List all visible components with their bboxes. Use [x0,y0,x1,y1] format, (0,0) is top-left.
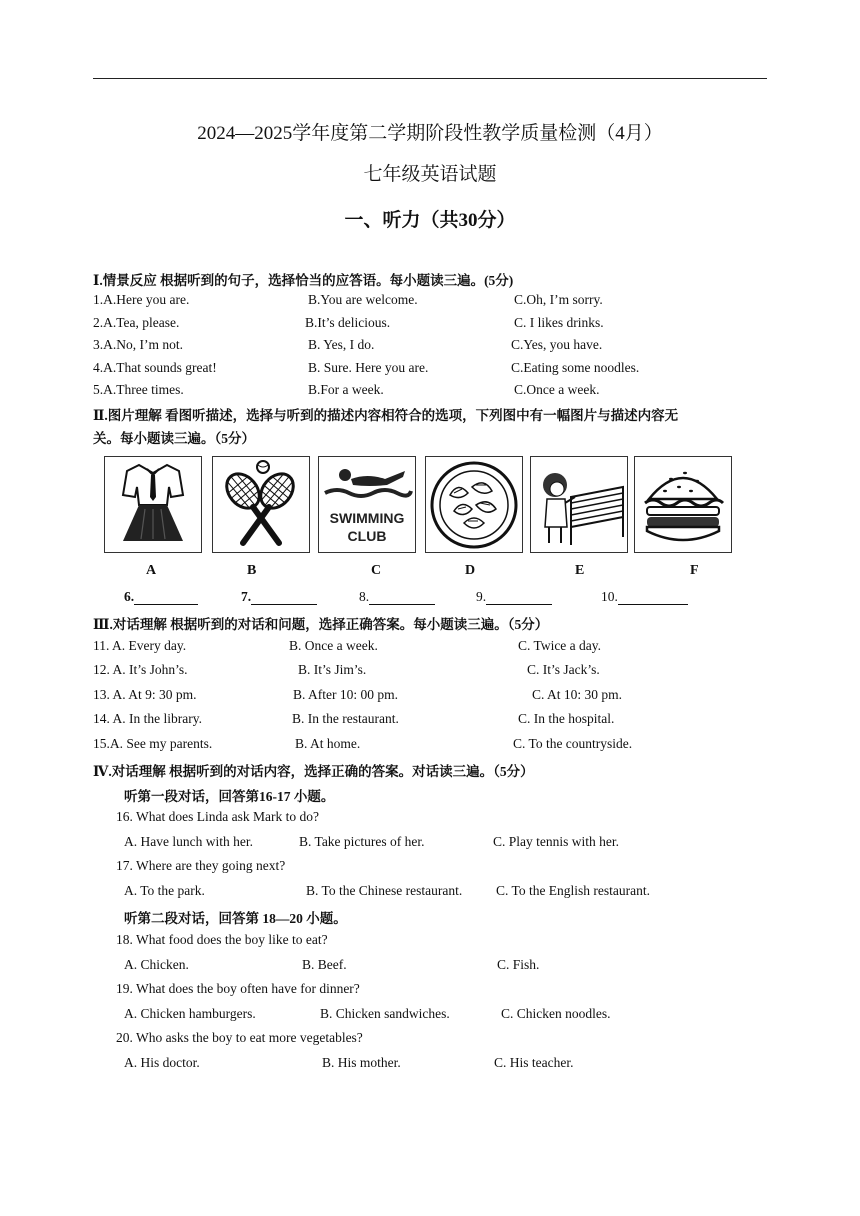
option-c: C. Twice a day. [518,638,602,653]
option-b: B. In the restaurant. [292,711,399,726]
option-b: B.It’s delicious. [305,315,391,330]
option-c: C. Chicken noodles. [501,1006,611,1021]
dress-uniform-icon [105,457,201,552]
picture-letter: D [465,563,476,578]
option-b: B. After 10: 00 pm. [293,687,398,702]
picture-a [104,456,202,553]
picture-letter: E [575,563,585,578]
option-a: A. Have lunch with her. [124,834,253,849]
option-c: C. In the hospital. [518,711,615,726]
option-a: 14. A. In the library. [93,711,202,726]
answer-blank[interactable] [601,589,688,605]
blank-number: 10. [601,589,618,604]
header-rule [93,78,767,79]
question-17: 17. Where are they going next? [116,858,286,873]
option-a: A. His doctor. [124,1055,200,1070]
option-c: C. I likes drinks. [514,315,604,330]
question-16: 16. What does Linda ask Mark to do? [116,809,319,824]
picture-letter: C [371,563,382,578]
answer-blank[interactable] [124,589,198,605]
option-a: A. Chicken hamburgers. [124,1006,256,1021]
option-a: 13. A. At 9: 30 pm. [93,687,197,702]
option-c: C. It’s Jack’s. [527,662,600,677]
picture-c [318,456,416,553]
option-a: 4.A.That sounds great! [93,360,217,375]
option-b: B. Take pictures of her. [299,834,425,849]
section-title: 一、听力（共30分） [344,210,516,231]
dumplings-icon [426,457,522,552]
part2-heading-line1: Ⅱ.图片理解 看图听描述，选择与听到的描述内容相符合的选项，下列图中有一幅图片与描述内容无 [93,408,679,423]
question-20: 20. Who asks the boy to eat more vegetables? [116,1030,363,1045]
swimming-caption-line1: SWIMMING [329,510,405,526]
answer-blank[interactable] [359,589,435,605]
picture-d [425,456,523,553]
option-c: C. Fish. [497,957,540,972]
option-b: B.You are welcome. [308,292,418,307]
option-c: C. To the English restaurant. [496,883,651,898]
option-c: C.Oh, I’m sorry. [514,292,603,307]
swimming-club-icon [319,457,415,552]
blank-number: 6. [124,589,135,604]
option-a: A. To the park. [124,883,205,898]
blank-number: 7. [241,589,252,604]
option-c: C. His teacher. [494,1055,574,1070]
option-a: 2.A.Tea, please. [93,315,180,330]
option-b: B.For a week. [308,382,384,397]
option-b: B. Once a week. [289,638,378,653]
option-b: B. To the Chinese restaurant. [306,883,463,898]
option-a: 11. A. Every day. [93,638,187,653]
option-b: B. It’s Jim’s. [298,662,367,677]
swimming-caption-line2: CLUB [347,528,387,544]
part4-heading: Ⅳ.对话理解 根据听到的对话内容，选择正确的答案。对话读三遍。（5分） [93,764,534,779]
option-c: C.Eating some noodles. [511,360,640,375]
picture-letter: B [247,563,257,578]
option-b: B. Yes, I do. [308,337,375,352]
option-b: B. Beef. [302,957,347,972]
hamburger-icon [635,457,731,552]
part3-heading: Ⅲ.对话理解 根据听到的对话和问题，选择正确答案。每小题读三遍。（5分） [93,617,549,632]
option-a: 15.A. See my parents. [93,736,213,751]
option-a: 1.A.Here you are. [93,292,190,307]
picture-letter: A [146,563,157,578]
answer-blank[interactable] [476,589,552,605]
option-b: B. At home. [295,736,361,751]
question-19: 19. What does the boy often have for dinner? [116,981,360,996]
blank-number: 9. [476,589,487,604]
option-a: A. Chicken. [124,957,189,972]
picture-b [212,456,310,553]
part1-heading: Ⅰ.情景反应 根据听到的句子，选择恰当的应答语。每小题读三遍。(5分) [93,273,514,288]
option-a: 5.A.Three times. [93,382,184,397]
option-c: C.Once a week. [514,382,600,397]
tennis-rackets-icon [213,457,309,552]
dialog2-instruction: 听第二段对话，回答第 18—20 小题。 [124,911,347,926]
blank-number: 8. [359,589,370,604]
picture-f [634,456,732,553]
option-a: 12. A. It’s John’s. [93,662,188,677]
dialog1-instruction: 听第一段对话，回答第16-17 小题。 [124,789,335,804]
option-b: B. His mother. [322,1055,401,1070]
part2-heading-line2: 关。每小题读三遍。（5分） [93,431,255,446]
girl-in-bed-icon [531,457,627,552]
option-c: C. To the countryside. [513,736,633,751]
exam-subtitle: 七年级英语试题 [363,164,497,185]
option-c: C.Yes, you have. [511,337,603,352]
option-b: B. Sure. Here you are. [308,360,429,375]
question-18: 18. What food does the boy like to eat? [116,932,328,947]
exam-title: 2024—2025学年度第二学期阶段性教学质量检测（4月） [197,123,663,144]
picture-e [530,456,628,553]
option-c: C. At 10: 30 pm. [532,687,623,702]
option-b: B. Chicken sandwiches. [320,1006,450,1021]
picture-letter: F [690,563,699,578]
option-c: C. Play tennis with her. [493,834,619,849]
answer-blank[interactable] [241,589,317,605]
option-a: 3.A.No, I’m not. [93,337,183,352]
